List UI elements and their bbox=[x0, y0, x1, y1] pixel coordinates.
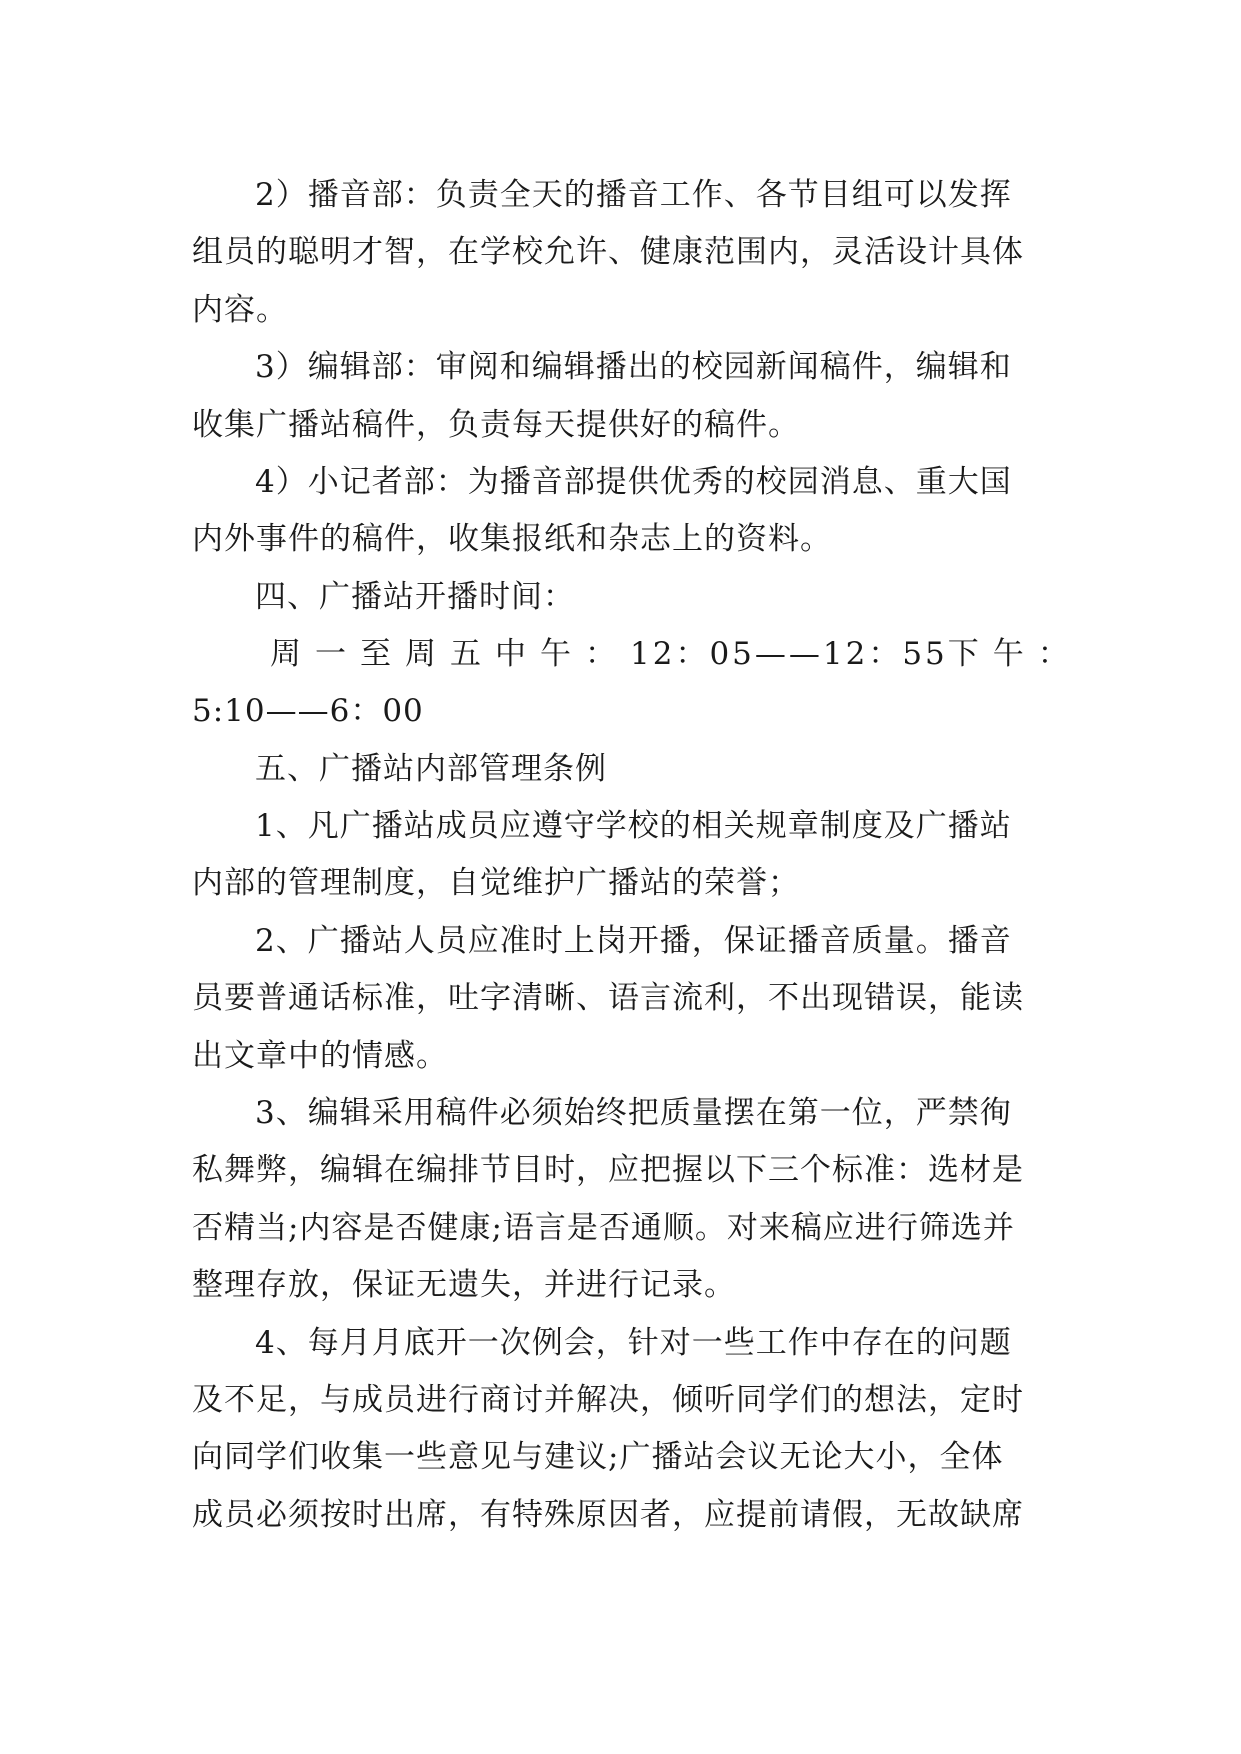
section-heading: 五、广播站内部管理条例 bbox=[255, 751, 607, 787]
schedule-line-continued: 5:10——6：00 bbox=[192, 693, 424, 729]
paragraph-line: 私舞弊，编辑在编排节目时，应把握以下三个标准：选材是 bbox=[192, 1152, 1024, 1188]
schedule-line bbox=[270, 624, 1083, 684]
schedule-noon-time: 12：05——12：55 bbox=[630, 636, 948, 672]
paragraph-line: 2、广播站人员应准时上岗开播，保证播音质量。播音 bbox=[255, 923, 1012, 959]
paragraph-line: 内容。 bbox=[192, 292, 288, 328]
paragraph-line: 2）播音部：负责全天的播音工作、各节目组可以发挥 bbox=[255, 177, 1012, 213]
paragraph-line: 出文章中的情感。 bbox=[192, 1038, 448, 1074]
schedule-afternoon-label: 下午： bbox=[947, 636, 1083, 672]
paragraph-line: 收集广播站稿件，负责每天提供好的稿件。 bbox=[192, 407, 800, 443]
paragraph-line: 员要普通话标准，吐字清晰、语言流利，不出现错误，能读 bbox=[192, 980, 1024, 1016]
paragraph-line: 否精当;内容是否健康;语言是否通顺。对来稿应进行筛选并 bbox=[192, 1210, 1015, 1246]
paragraph-line: 成员必须按时出席，有特殊原因者，应提前请假，无故缺席 bbox=[192, 1497, 1024, 1533]
paragraph-line: 4）小记者部：为播音部提供优秀的校园消息、重大国 bbox=[255, 464, 1012, 500]
paragraph-line: 1、凡广播站成员应遵守学校的相关规章制度及广播站 bbox=[255, 808, 1012, 844]
paragraph-line: 整理存放，保证无遗失，并进行记录。 bbox=[192, 1267, 736, 1303]
section-heading: 四、广播站开播时间： bbox=[255, 579, 575, 615]
schedule-noon-label: 中午： bbox=[495, 636, 630, 672]
paragraph-line: 及不足，与成员进行商讨并解决，倾听同学们的想法，定时 bbox=[192, 1382, 1024, 1418]
paragraph-line: 内部的管理制度，自觉维护广播站的荣誉； bbox=[192, 865, 800, 901]
paragraph-line: 3）编辑部：审阅和编辑播出的校园新闻稿件，编辑和 bbox=[255, 349, 1012, 385]
paragraph-line: 4、每月月底开一次例会，针对一些工作中存在的问题 bbox=[255, 1325, 1012, 1361]
paragraph-line: 向同学们收集一些意见与建议;广播站会议无论大小，全体 bbox=[192, 1439, 1004, 1475]
paragraph-line: 3、编辑采用稿件必须始终把质量摆在第一位，严禁徇 bbox=[255, 1095, 1012, 1131]
schedule-days: 周一至周五 bbox=[270, 636, 495, 672]
paragraph-line: 内外事件的稿件，收集报纸和杂志上的资料。 bbox=[192, 521, 832, 557]
paragraph-line: 组员的聪明才智，在学校允许、健康范围内，灵活设计具体 bbox=[192, 234, 1024, 270]
